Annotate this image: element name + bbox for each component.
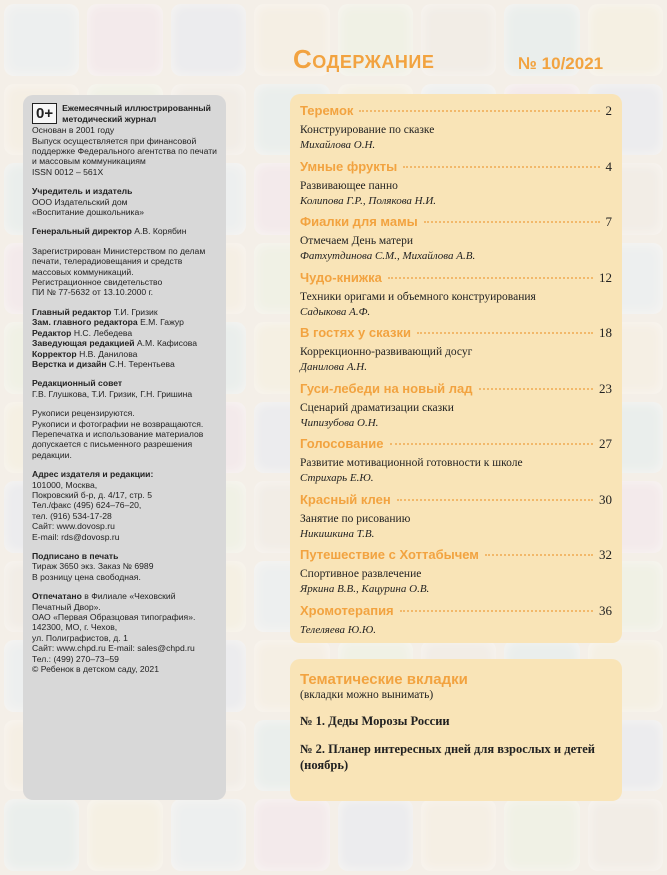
contents-entry[interactable]	[300, 159, 612, 215]
background-tile	[171, 4, 246, 76]
staff-name: Е.М. Гажур	[140, 317, 184, 328]
contents-entry[interactable]	[300, 603, 612, 659]
dot-leader	[424, 221, 600, 223]
entry-head	[300, 325, 612, 345]
entry-authors: Стрихарь Е.Ю.	[300, 472, 374, 484]
section-title: В гостях у сказки	[300, 325, 411, 340]
entry-head	[300, 603, 612, 623]
dot-leader	[390, 443, 594, 445]
background-tile	[504, 799, 579, 871]
contents-entry[interactable]	[300, 381, 612, 437]
section-title: Чудо-книжка	[300, 269, 382, 285]
manuscripts-info: Рукописи рецензируются. Рукописи и фотографии не возвращаются. Перепечатка и использование материалов допускается с письменного разрешения редакции.	[32, 408, 204, 460]
background-tile	[421, 799, 496, 871]
staff-role: Зам. главного редактора	[32, 317, 138, 328]
gd-label: Генеральный директор	[32, 226, 132, 237]
thematic-note: (вкладки можно вынимать)	[300, 689, 434, 701]
entry-head	[300, 547, 612, 567]
council: Г.В. Глушкова, Т.И. Гризик, Г.Н. Гришина	[32, 388, 193, 399]
contents-entry[interactable]	[300, 103, 612, 159]
thematic-panel	[290, 659, 622, 801]
contents-entry[interactable]	[300, 270, 612, 326]
printed: в Филиале «Чеховский Печатный Двор». ОАО «Первая Образцовая типография». 142300, МО, г. Чехов, ул. Полиграфистов, д. 1 Сайт: www.chpd.ru E-mail: sales@chpd.ru Тел.: (499) 270–73–59 © Ребенок в детском саду, 2021	[32, 591, 196, 675]
entry-authors: Чипизубова О.Н.	[300, 416, 379, 429]
staff-role: Корректор	[32, 348, 77, 359]
entry-subtitle: Сценарий драматизации сказки	[300, 401, 454, 414]
section-title: Теремок	[300, 103, 354, 118]
age-rating-badge: 0+	[32, 103, 57, 124]
entry-authors: Фатхутдинова С.М., Михайлова А.В.	[300, 250, 476, 262]
section-title: Гуси-лебеди на новый лад	[300, 380, 473, 396]
entry-head	[300, 492, 612, 512]
founder-block	[32, 186, 217, 217]
page-number: 23	[599, 380, 612, 396]
section-title: Фиалки для мамы	[300, 214, 418, 229]
page-title: Содержание	[293, 44, 435, 74]
background-tile	[338, 799, 413, 871]
entry-subtitle: Коррекционно-развивающий досуг	[300, 346, 473, 358]
address: 101000, Москва, Покровский б-р, д. 4/17, стр. 5 Тел./факс (495) 624–76–20, тел. (916) 534-17-28 Сайт: www.dovosp.ru E-mail: rds@dovosp.ru	[32, 479, 152, 542]
imprint-panel	[23, 95, 226, 800]
page-number: 4	[605, 158, 612, 174]
dot-leader	[400, 610, 593, 612]
dot-leader	[359, 110, 599, 112]
dot-leader	[479, 388, 593, 390]
signed: Тираж 3650 экз. Заказ № 6989 В розницу цена свободная.	[32, 561, 154, 582]
gd-block	[32, 226, 217, 236]
contents-entry[interactable]	[300, 214, 612, 270]
entry-head	[300, 159, 612, 179]
entry-subtitle: Отмечаем День матери	[300, 235, 413, 247]
background-tile	[588, 799, 663, 871]
signed-block	[32, 551, 217, 582]
page-number: 36	[599, 602, 612, 618]
entry-subtitle: Конструирование по сказке	[300, 124, 435, 136]
staff-list	[32, 307, 217, 369]
entry-authors: Садыкова А.Ф.	[300, 305, 371, 318]
page-number: 12	[599, 269, 612, 285]
background-tile	[4, 4, 79, 76]
dot-leader	[485, 554, 593, 556]
staff-role: Верстка и дизайн	[32, 358, 107, 369]
section-title: Хромотерапия	[300, 602, 394, 618]
thematic-title: Тематические вкладки	[300, 671, 468, 688]
founder-label: Учредитель и издатель	[32, 186, 133, 197]
section-title: Красный клен	[300, 491, 391, 507]
entry-subtitle: Развитие мотивационной готовности к школе	[300, 457, 523, 469]
dot-leader	[403, 166, 599, 168]
staff-name: С.Н. Терентьева	[108, 358, 175, 369]
page-number: 7	[605, 214, 612, 229]
founded-info: Основан в 2001 году Выпуск осуществляется при финансовой поддержке Федерального агентства по печати и массовым коммуникациям ISSN 0012 – 561X	[32, 125, 217, 177]
thematic-item: № 1. Деды Морозы России	[300, 714, 450, 728]
entry-head	[300, 214, 612, 234]
entry-authors: Яркина В.В., Кацурина О.В.	[300, 583, 430, 595]
journal-type: Ежемесячный иллюстрированный методический журнал	[62, 103, 211, 124]
page-number: 18	[599, 325, 612, 340]
staff-name: Т.И. Гризик	[113, 306, 158, 317]
gd-name: А.В. Корябин	[134, 226, 187, 237]
section-title: Голосование	[300, 436, 384, 451]
contents-entry[interactable]	[300, 325, 612, 381]
page-number: 30	[599, 491, 612, 507]
entry-head	[300, 436, 612, 456]
printed-block	[32, 591, 217, 674]
staff-name: Н.В. Данилова	[79, 348, 138, 359]
thematic-item: № 2. Планер интересных дней для взрослых и детей (ноябрь)	[300, 742, 596, 772]
staff-name: А.М. Кафисова	[136, 338, 198, 349]
council-label: Редакционный совет	[32, 378, 123, 389]
entry-head	[300, 381, 612, 401]
entry-authors: Никишкина Т.В.	[300, 527, 375, 540]
entry-authors: Михайлова О.Н.	[300, 139, 376, 151]
entry-authors: Данилова А.Н.	[300, 361, 367, 373]
entry-head	[300, 270, 612, 290]
contents-entry[interactable]	[300, 436, 612, 492]
entry-subtitle: Спортивное развлечение	[300, 568, 422, 580]
contents-panel	[290, 94, 622, 643]
dot-leader	[417, 332, 593, 334]
entry-authors: Колипова Г.Р., Полякова Н.И.	[300, 194, 437, 207]
dot-leader	[388, 277, 593, 279]
background-tile	[254, 799, 329, 871]
background-tile	[171, 799, 246, 871]
staff-name: Н.С. Лебедева	[73, 327, 133, 338]
entry-subtitle: Техники оригами и объемного конструирования	[300, 290, 536, 303]
entry-head	[300, 103, 612, 123]
address-block	[32, 469, 217, 542]
background-tile	[4, 799, 79, 871]
issue-number: № 10/2021	[518, 54, 604, 73]
section-title: Умные фрукты	[300, 158, 398, 174]
dot-leader	[397, 499, 593, 501]
page-number: 27	[599, 436, 612, 451]
contents-entry[interactable]	[300, 492, 612, 548]
registration-info: Зарегистрирован Министерством по делам печати, телерадиовещания и средств массовых коммуникаций. Регистрационное свидетельство ПИ № 77-5632 от 13.10.2000 г.	[32, 245, 206, 298]
section-title: Путешествие с Хоттабычем	[300, 547, 479, 562]
background-tile	[87, 799, 162, 871]
founder: ООО Издательский дом «Воспитание дошкольника»	[32, 196, 145, 218]
background-tile	[87, 4, 162, 76]
staff-role: Заведующая редакцией	[32, 338, 135, 349]
page-number: 32	[599, 547, 612, 562]
council-block	[32, 378, 217, 399]
entry-subtitle: Развивающее панно	[300, 179, 398, 192]
page-number: 2	[605, 103, 612, 118]
entry-subtitle: Занятие по рисованию	[300, 512, 411, 525]
entry-authors: Телеляева Ю.Ю.	[300, 623, 376, 636]
signed-label: Подписано в печать	[32, 551, 119, 561]
address-label: Адрес издателя и редакции:	[32, 469, 154, 480]
staff-role: Редактор	[32, 327, 72, 338]
staff-role: Главный редактор	[32, 306, 112, 317]
printed-label: Отпечатано	[32, 591, 82, 602]
contents-entry[interactable]	[300, 547, 612, 603]
